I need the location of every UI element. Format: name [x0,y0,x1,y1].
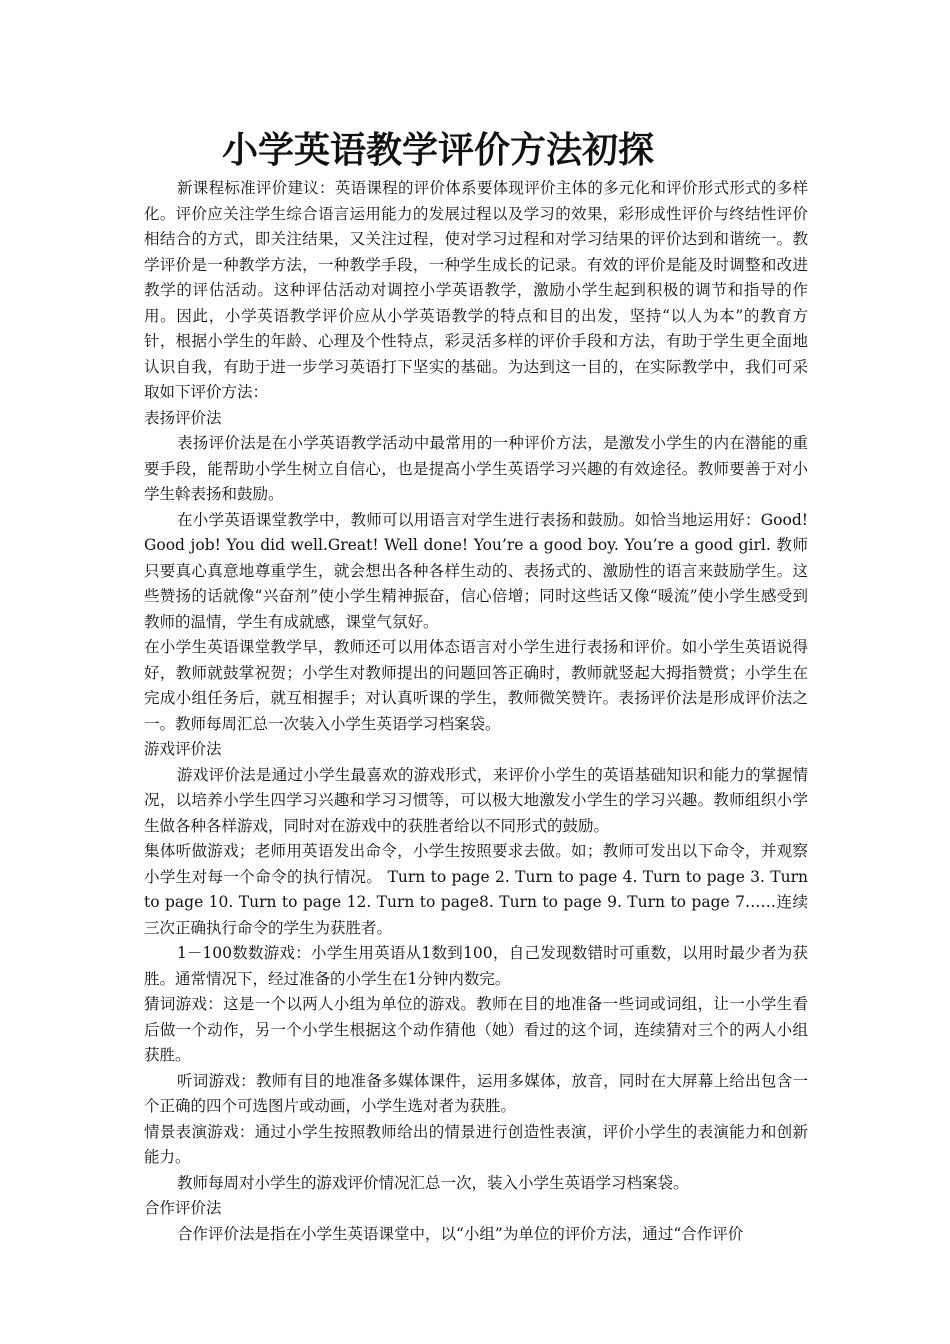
paragraph: 在小学生英语课堂教学早，教师还可以用体态语言对小学生进行表扬和评价。如小学生英语说得好，教师就鼓掌祝贺；小学生对教师提出的问题回答正确时，教师就竖起大拇指赞赏；小学生在完成小组任务后，就互相握手；对认真听课的学生，教师微笑赞许。表扬评价法是形成评价法之一。教师每周汇总一次装入小学生英语学习档案袋。 [144,638,808,733]
paragraph: 在小学英语课堂教学中，教师可以用语言对学生进行表扬和鼓励。如恰当地运用好：Good! Good job! You did well.Great! Well done! You’re a good boy. You’re a good girl. 教师只要真心真意地尊重学生，就会想出各种各样生动的、表扬式的、激励性的语言来鼓励学生。这些赞扬的话就像“兴奋剂”使小学生精神振奋，信心倍增；同时这些话又像“暖流”使小学生感受到教师的温情，学生有成就感，课堂气氛好。 [144,510,808,631]
paragraph: 表扬评价法是在小学英语教学活动中最常用的一种评价方法，是激发小学生的内在潜能的重要手段，能帮助小学生树立自信心，也是提高小学生英语学习兴趣的有效途径。教师要善于对小学生斡表扬和鼓励。 [144,434,808,503]
paragraph: 教师每周对小学生的游戏评价情况汇总一次，装入小学生英语学习档案袋。 [177,1173,689,1192]
document-body [144,176,808,1247]
paragraph: 猜词游戏：这是一个以两人小组为单位的游戏。教师在目的地准备一些词或词组，让一小学生看后做一个动作，另一个小学生根据这个动作猜他（她）看过的这个词，连续猜对三个的两人小组获胜。 [144,995,808,1064]
document-page [144,124,808,1247]
section-heading: 表扬评价法 [144,408,222,427]
paragraph: 新课程标准评价建议：英语课程的评价体系要体现评价主体的多元化和评价形式形式的多样化。评价应关注学生综合语言运用能力的发展过程以及学习的效果，彩形成性评价与终结性评价相结合的方式，即关注结果，又关注过程，使对学习过程和对学习结果的评价达到和谐统一。教学评价是一种教学方法，一种教学手段，一种学生成长的记录。有效的评价是能及时调整和改进教学的评估活动。这种评估活动对调控小学英语教学，激励小学生起到积极的调节和指导的作用。因此，小学英语教学评价应从小学英语教学的特点和目的出发，坚持“以人为本”的教育方针，根据小学生的年龄、心理及个性特点，彩灵活多样的评价手段和方法，有助于学生更全面地认识自我，有助于进一步学习英语打下坚实的基础。为达到这一目的，在实际教学中，我们可采取如下评价方法： [144,179,808,401]
section-heading: 合作评价法 [144,1199,222,1217]
paragraph: 集体听做游戏；老师用英语发出命令，小学生按照要求去做。如；教师可发出以下命令，并观察小学生对每一个命令的执行情况。 Turn to page 2. Turn to page 4. Turn to page 3. Turn to page 10. Turn to page 12. Turn to page8. Turn to page 9. Turn to page 7……连续三次正确执行命令的学生为获胜者。 [144,842,808,937]
paragraph: 听词游戏：教师有目的地准备多媒体课件，运用多媒体，放音，同时在大屏幕上给出包含一个正确的四个可选图片或动画，小学生选对者为获胜。 [144,1071,808,1115]
paragraph: 游戏评价法是通过小学生最喜欢的游戏形式，来评价小学生的英语基础知识和能力的掌握情况，以培养小学生四学习兴趣和学习习惯等，可以极大地激发小学生的学习兴趣。教师组织小学生做各种各样游戏，同时对在游戏中的获胜者给以不同形式的鼓励。 [144,765,808,835]
paragraph: 情景表演游戏：通过小学生按照教师给出的情景进行创造性表演，评价小学生的表演能力和创新能力。 [144,1122,808,1166]
section-heading: 游戏评价法 [144,740,222,758]
document-title: 小学英语教学评价方法初探 [222,129,655,171]
paragraph: 1－100数数游戏：小学生用英语从1数到100，自己发现数错时可重数，以用时最少者为获胜。通常情况下，经过准备的小学生在1分钟内数完。 [144,944,808,988]
paragraph: 合作评价法是指在小学生英语课堂中，以“小组”为单位的评价方法，通过“合作评价 [177,1224,744,1243]
